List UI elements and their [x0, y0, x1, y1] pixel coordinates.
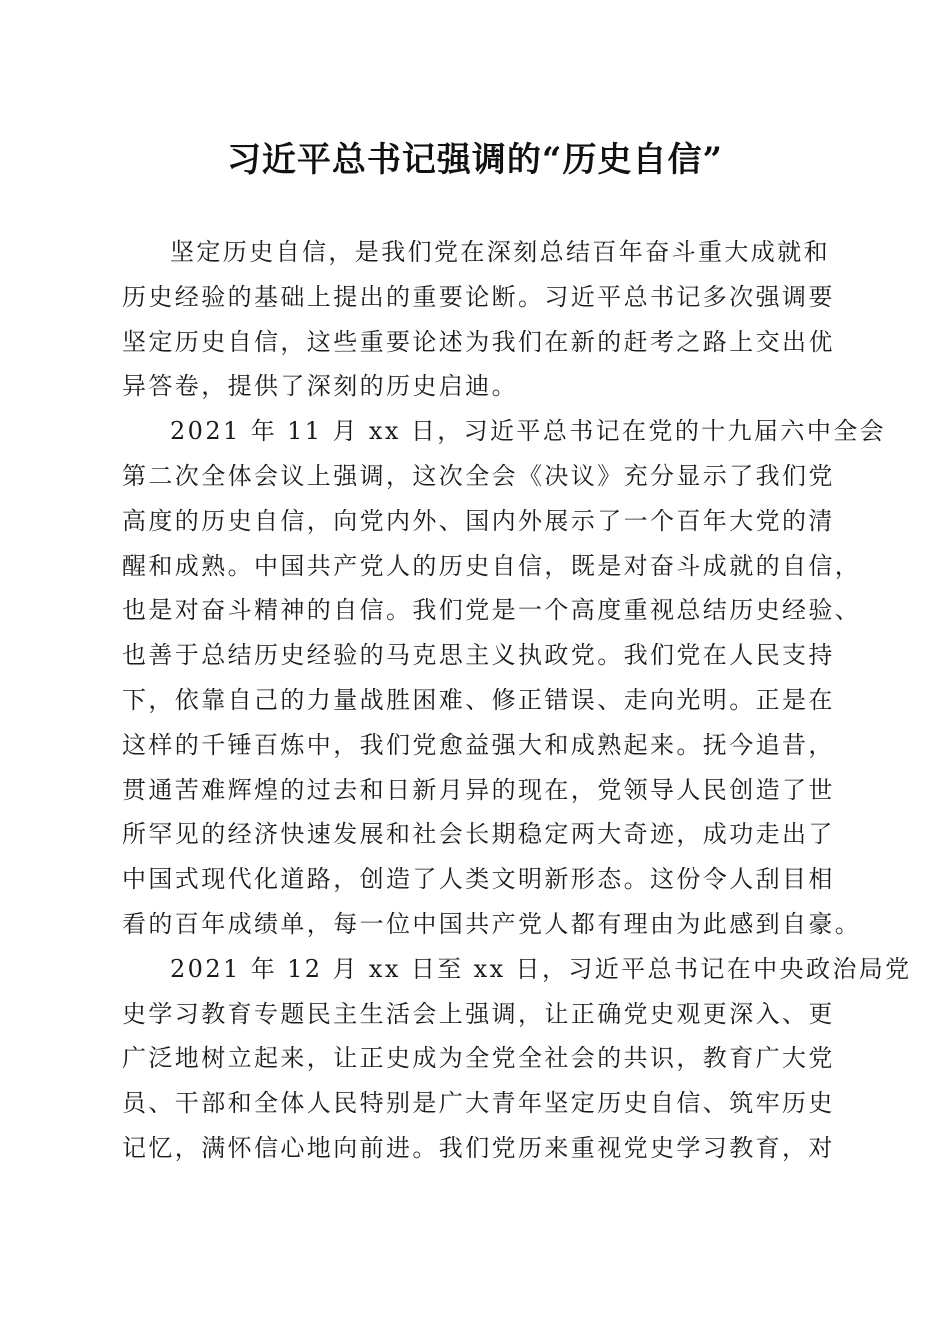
document-body: [122, 230, 912, 1171]
paragraph-line: 史学习教育专题民主生活会上强调，让正确党史观更深入、更: [122, 999, 835, 1028]
paragraph-line: 高度的历史自信，向党内外、国内外展示了一个百年大党的清: [122, 506, 835, 535]
paragraph-line: 2021 年 12 月 xx 日至 xx 日，习近平总书记在中央政治局党: [170, 954, 912, 983]
paragraph-line: 记忆，满怀信心地向前进。我们党历来重视党史学习教育，对: [122, 1133, 835, 1162]
paragraph-line: 2021 年 11 月 xx 日，习近平总书记在党的十九届六中全会: [170, 417, 887, 446]
paragraph-line: 广泛地树立起来，让正史成为全党全社会的共识，教育广大党: [122, 1044, 835, 1073]
paragraph-line: 历史经验的基础上提出的重要论断。习近平总书记多次强调要: [122, 282, 835, 311]
paragraph-line: 也是对奋斗精神的自信。我们党是一个高度重视总结历史经验、: [122, 596, 862, 625]
paragraph-line: 看的百年成绩单，每一位中国共产党人都有理由为此感到自豪。: [122, 909, 862, 938]
paragraph-line: 坚定历史自信，是我们党在深刻总结百年奋斗重大成就和: [170, 238, 830, 266]
paragraph-line: 也善于总结历史经验的马克思主义执政党。我们党在人民支持: [122, 641, 835, 670]
paragraph-line: 下，依靠自己的力量战胜困难、修正错误、走向光明。正是在: [122, 685, 835, 714]
paragraph-line: 所罕见的经济快速发展和社会长期稳定两大奇迹，成功走出了: [122, 820, 835, 849]
paragraph-line: 贯通苦难辉煌的过去和日新月异的现在，党领导人民创造了世: [122, 775, 835, 804]
document-title: 习近平总书记强调的“历史自信”: [226, 140, 724, 180]
paragraph-line: 中国式现代化道路，创造了人类文明新形态。这份令人刮目相: [122, 865, 835, 894]
paragraph-line: 异答卷，提供了深刻的历史启迪。: [122, 372, 518, 401]
paragraph-line: 醒和成熟。中国共产党人的历史自信，既是对奋斗成就的自信，: [122, 551, 862, 580]
paragraph-line: 这样的千锤百炼中，我们党愈益强大和成熟起来。抚今追昔，: [122, 730, 835, 759]
paragraph-line: 坚定历史自信，这些重要论述为我们在新的赶考之路上交出优: [122, 327, 835, 356]
paragraph-line: 第二次全体会议上强调，这次全会《决议》充分显示了我们党: [122, 461, 835, 490]
paragraph-line: 员、干部和全体人民特别是广大青年坚定历史自信、筑牢历史: [122, 1089, 835, 1118]
